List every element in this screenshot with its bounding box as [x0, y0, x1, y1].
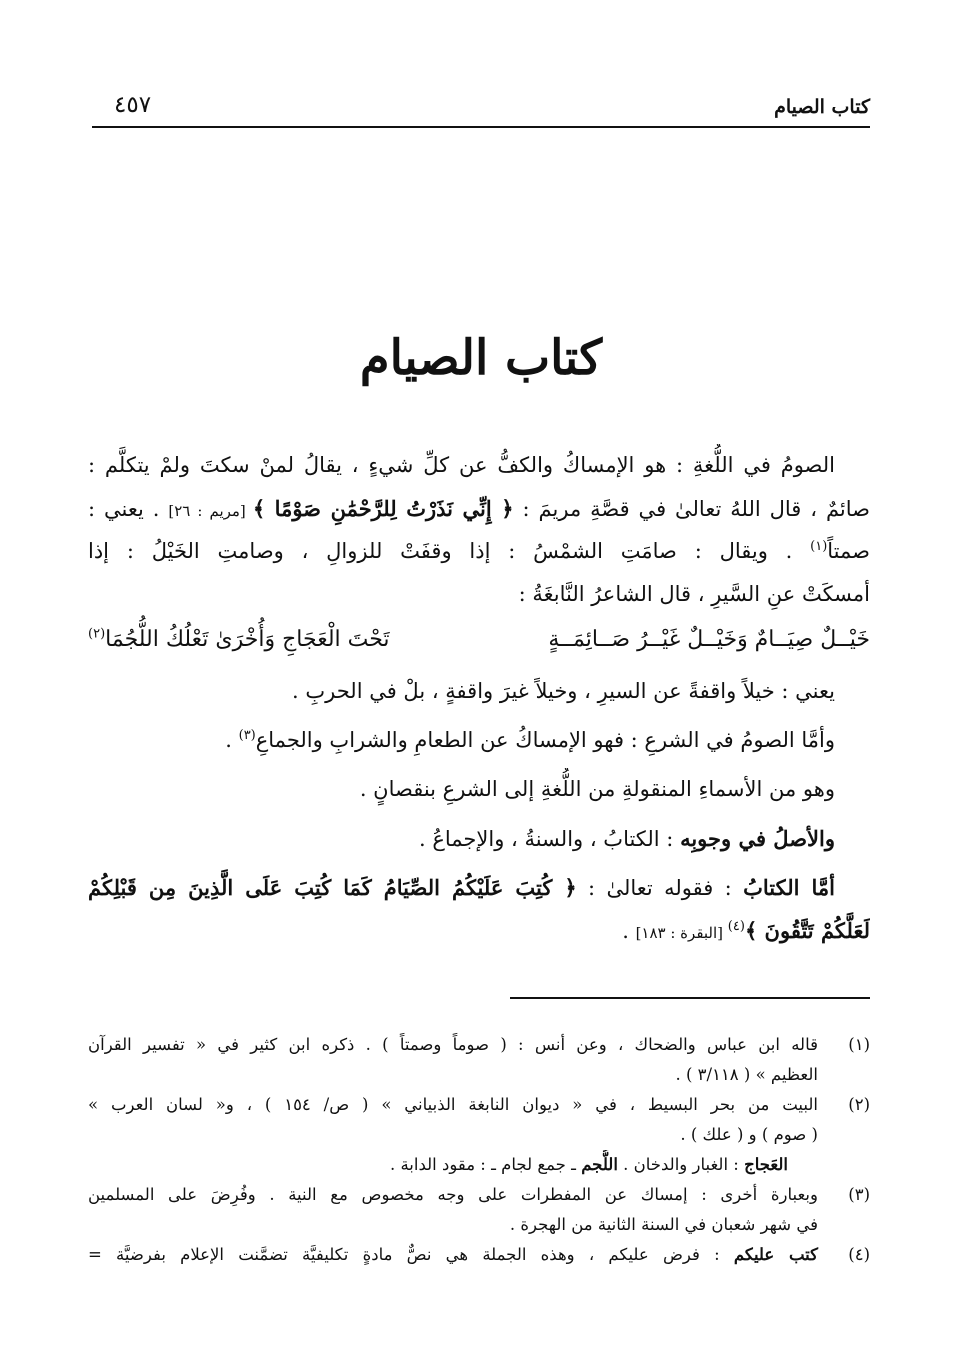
- footnote-text: العظيم » ( ٣/١١٨ ) .: [675, 1065, 818, 1084]
- text-span: أمسكَتْ عنِ السَّيرِ ، قال الشاعرُ النَّابغَةُ :: [518, 582, 870, 606]
- footnote-1: [88, 1030, 870, 1060]
- quran-verse-baqara-end: لَعَلَّكُمْ تَتَّقُونَ ﴾: [744, 918, 870, 943]
- footnote-number: (١): [848, 1035, 870, 1054]
- footnote-3-cont: [88, 1210, 870, 1240]
- quran-verse-baqara: ﴿ كُتِبَ عَلَيْكُمُ الصِّيَامُ كَمَا كُتِبَ عَلَى الَّذِينَ مِن قَبْلِكُمْ: [88, 875, 577, 900]
- text-line: [88, 909, 870, 952]
- verse-reference: [مريم : ٢٦]: [168, 502, 253, 520]
- footnotes: [88, 1030, 870, 1270]
- text-line: [88, 670, 870, 713]
- footnote-marker-3: (٣): [238, 728, 256, 743]
- text-line: [88, 530, 870, 573]
- footnote-marker-4: (٤): [727, 919, 745, 934]
- footnote-text: : فرض عليكم ، وهذه الجملة هي نصٌّ مادةٍ تكليفيَّة تضمَّنت الإعلام بفرضيَّة =: [88, 1245, 734, 1264]
- term-sawm-lugha: الصومُ في اللُّغةِ: [692, 453, 835, 477]
- text-line: [88, 573, 870, 616]
- text-span: وهو من الأسماءِ المنقولةِ من اللُّغةِ إلى الشرعِ بنقصانٍ .: [359, 777, 835, 801]
- chapter-title: كتاب الصيام: [359, 330, 603, 386]
- text-line: [88, 444, 870, 487]
- main-text: [88, 444, 870, 952]
- verse-first-hemistich: خَيْــلٌ صِيَــامٌ وَخَيْــلٌ غَيْــرُ صَــائِمَــةٍ: [548, 627, 870, 652]
- footnote-text: في شهر شعبان في السنة الثانية من الهجرة .: [509, 1215, 818, 1234]
- gloss-term: اللُّجم: [581, 1155, 618, 1174]
- footnote-marker-1: (١): [810, 539, 828, 554]
- footnote-2-glossary: [88, 1150, 870, 1180]
- text-span: : هو الإمساكُ والكفُّ عن كلِّ شيءٍ ، يقالُ لمنْ سكتَ ولمْ يتكلَّم :: [88, 453, 693, 477]
- text-span: . ويقال : صامَتِ الشمْسُ : إذا وقفَتْ للزوالِ ، وصامتِ الخَيْلُ : إذا: [88, 539, 811, 563]
- footnote-1-cont: [88, 1060, 870, 1090]
- header-rule: [92, 126, 870, 128]
- text-span: صائمٌ ، قال اللهُ تعالىٰ في قصَّةِ مريمَ :: [513, 497, 870, 521]
- running-title: كتاب الصيام: [774, 96, 870, 118]
- text-span: وأمَّا الصومُ في الشرعِ : فهو الإمساكُ عن الطعامِ والشرابِ والجماعِ: [255, 728, 835, 752]
- footnote-number: (٢): [848, 1095, 870, 1114]
- verse-reference: [البقرة : ١٨٣]: [635, 924, 728, 942]
- footnote-4: [88, 1240, 870, 1270]
- footnote-marker-2: (٢): [88, 626, 106, 642]
- text-line: [88, 768, 870, 811]
- text-span: : فقوله تعالىٰ :: [576, 876, 744, 900]
- footnote-number: (٣): [848, 1185, 870, 1204]
- gloss-text: ـ جمع لجام ـ : مقود الدابة .: [389, 1155, 582, 1174]
- page-number: ٤٥٧: [114, 92, 152, 118]
- quran-verse-maryam: ﴿ إِنِّي نَذَرْتُ لِلرَّحْمَٰنِ صَوْمًا ﴾: [252, 496, 514, 521]
- footnote-rule: [510, 997, 870, 999]
- footnote-2-cont: [88, 1120, 870, 1150]
- footnote-text: ( صوم ) و ( علك ) .: [680, 1125, 818, 1144]
- text-line: [88, 487, 870, 530]
- footnote-number: (٤): [848, 1245, 870, 1264]
- text-span: صمتاً: [827, 539, 870, 563]
- text-line: [88, 866, 870, 909]
- term-kitab: أمَّا الكتابُ: [743, 875, 835, 900]
- gloss-text: : الغبار والدخان .: [617, 1155, 745, 1174]
- text-span: يعني : خيلاً واقفةً عن السيرِ ، وخيلاً غيرَ واقفةٍ ، بلْ في الحربِ .: [292, 679, 835, 703]
- term-asl: والأصلُ في وجوبِه: [680, 826, 835, 851]
- text-span: .: [622, 919, 636, 943]
- verse-second-hemistich: تَحْتَ الْعَجَاجِ وَأُخْرَىٰ تَعْلُكُ اللُّجُمَا$^{(٢)}$: [88, 626, 390, 652]
- footnote-text: قاله ابن عباس والضحاك ، وعن أنس : ( صوماً وصمتاً ) . ذكره ابن كثير في « تفسير القرآن: [88, 1035, 818, 1054]
- gloss-term: العَجاج: [744, 1155, 788, 1174]
- footnote-2: [88, 1090, 870, 1120]
- text-line: [88, 719, 870, 762]
- footnote-text: البيت من بحر البسيط ، في « ديوان النابغة الذبياني » ( ص/ ١٥٤ ) ، و« لسان العرب »: [88, 1095, 818, 1114]
- footnote-term: كتب عليكم: [733, 1245, 818, 1264]
- poetry-verse: [88, 616, 870, 664]
- text-span: : الكتابُ ، والسنةُ ، والإجماعُ .: [418, 827, 681, 851]
- text-span: . يعني :: [88, 497, 169, 521]
- footnote-3: [88, 1180, 870, 1210]
- footnote-text: وبعبارة أخرى : إمساك عن المفطرات على وجه مخصوص مع النية . وفُرِضَ على المسلمين: [88, 1185, 818, 1204]
- text-line: [88, 817, 870, 860]
- text-span: .: [225, 728, 239, 752]
